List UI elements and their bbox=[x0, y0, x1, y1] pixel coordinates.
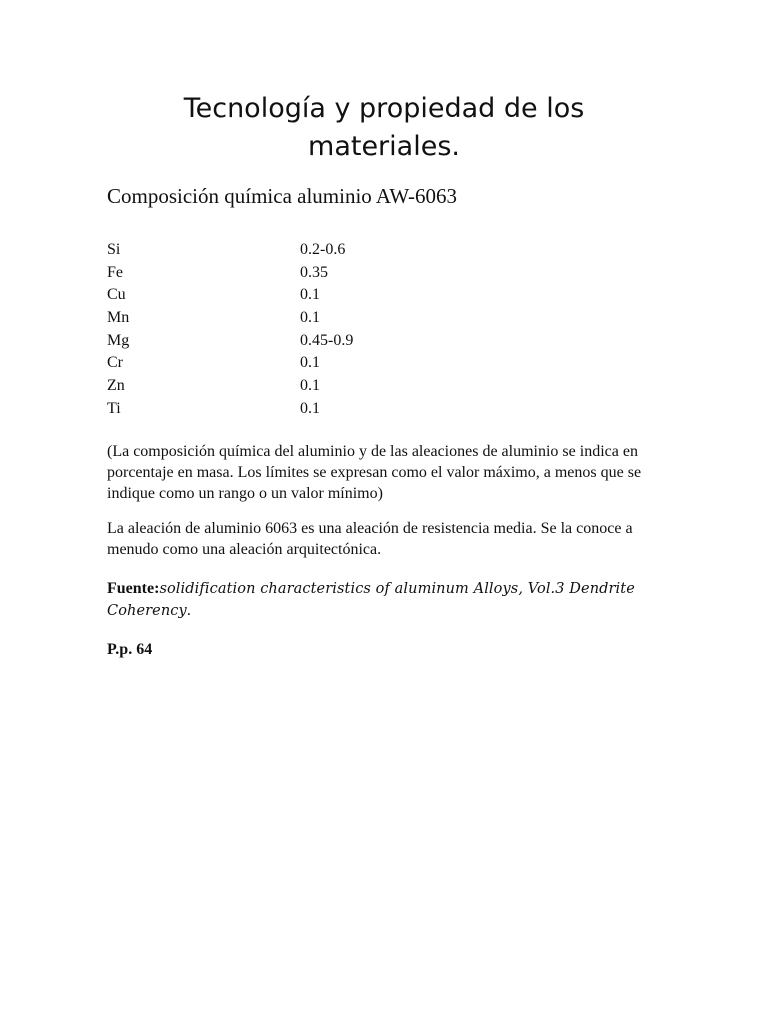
composition-row bbox=[107, 307, 407, 330]
element-symbol: Zn bbox=[107, 377, 125, 395]
element-value: 0.1 bbox=[300, 309, 320, 327]
title-line-1: Tecnología y propiedad de los bbox=[183, 93, 585, 124]
composition-row bbox=[107, 330, 407, 353]
source-label: Fuente: bbox=[107, 580, 160, 597]
element-value: 0.45-0.9 bbox=[300, 331, 354, 349]
element-symbol: Ti bbox=[107, 399, 121, 417]
element-value: 0.1 bbox=[300, 399, 320, 417]
source-suffix: . bbox=[186, 602, 191, 619]
element-symbol: Si bbox=[107, 241, 121, 258]
composition-row bbox=[107, 262, 407, 285]
composition-row bbox=[107, 239, 407, 262]
composition-row bbox=[107, 398, 407, 421]
source-reference: solidification characteristics of aluminum Alloys, Vol.3 Dendrite Coherency bbox=[107, 581, 635, 619]
element-value: 0.35 bbox=[300, 263, 328, 281]
composition-row bbox=[107, 375, 407, 398]
title-line-2: materiales. bbox=[308, 131, 460, 162]
section-heading: Composición química aluminio AW-6063 bbox=[107, 184, 458, 208]
element-value: 0.1 bbox=[300, 354, 320, 372]
element-symbol: Fe bbox=[107, 263, 123, 281]
element-value: 0.2-0.6 bbox=[300, 241, 346, 258]
composition-row bbox=[107, 284, 407, 307]
page-reference: P.p. 64 bbox=[107, 641, 153, 658]
element-value: 0.1 bbox=[300, 377, 320, 395]
document-title bbox=[0, 90, 768, 166]
alloy-description: La aleación de aluminio 6063 es una aleación de resistencia media. Se la conoce a menudo como una aleación arquitectónica. bbox=[107, 520, 633, 558]
element-symbol: Mg bbox=[107, 331, 130, 349]
element-symbol: Mn bbox=[107, 309, 130, 327]
source-citation bbox=[107, 578, 667, 622]
composition-note: (La composición química del aluminio y de las aleaciones de aluminio se indica en porcentaje en masa. Los límites se expresan como el valor máximo, a menos que se indique como un rango o un valor mínimo) bbox=[107, 443, 642, 502]
element-symbol: Cr bbox=[107, 354, 123, 372]
element-value: 0.1 bbox=[300, 286, 320, 304]
composition-list bbox=[107, 239, 407, 421]
element-symbol: Cu bbox=[107, 286, 126, 304]
composition-row bbox=[107, 352, 407, 375]
